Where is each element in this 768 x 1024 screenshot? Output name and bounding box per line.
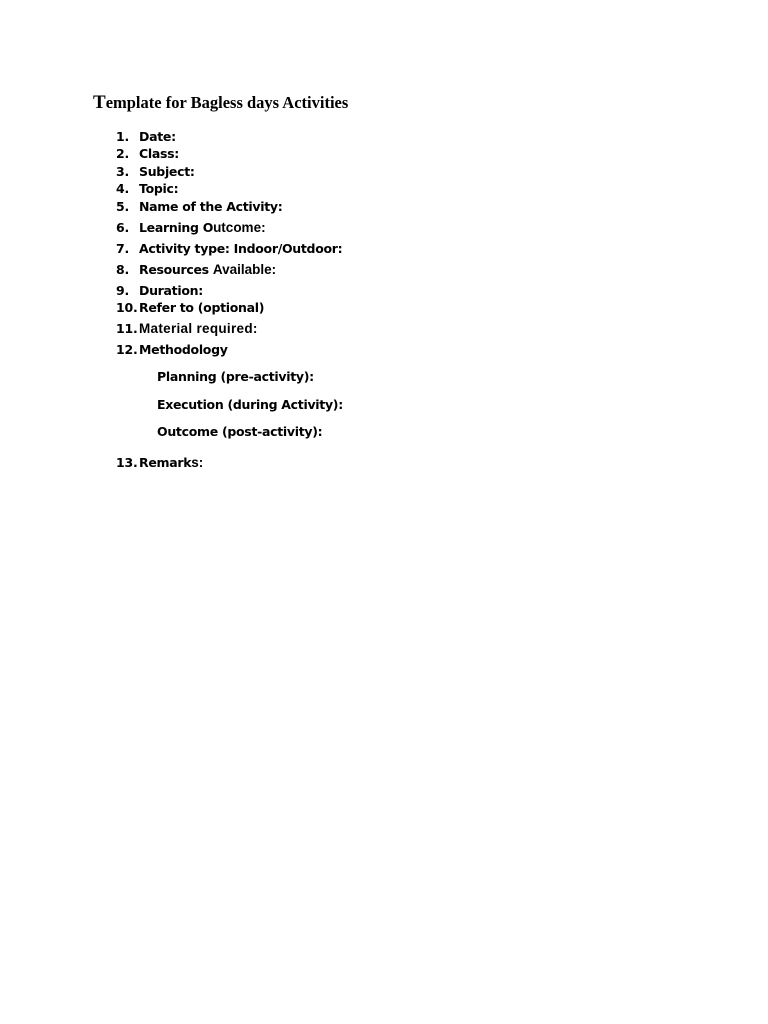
- list-number: 11.: [116, 321, 138, 336]
- list-label: [139, 321, 258, 336]
- label-text: Remark: [139, 455, 192, 470]
- list-number: 3.: [116, 164, 130, 179]
- list-label: [139, 455, 203, 470]
- methodology-execution: Execution (during Activity):: [157, 397, 343, 412]
- label-text-alt: Material required:: [139, 321, 258, 336]
- label-text: Class:: [139, 146, 179, 161]
- list-number: 8.: [116, 262, 130, 277]
- label-text-alt: Available:: [212, 262, 277, 277]
- list-number: 4.: [116, 181, 130, 196]
- list-label: [139, 283, 203, 298]
- list-label: [139, 181, 178, 196]
- document-title: [93, 92, 348, 114]
- label-text: Activity type: Indoor/Outdoor:: [139, 241, 343, 256]
- list-label: [139, 241, 342, 256]
- list-label: [139, 199, 282, 214]
- title-rest: emplate for Bagless days Activities: [105, 93, 349, 112]
- label-text: Name of the Activity:: [139, 199, 283, 214]
- list-label: [139, 342, 228, 357]
- label-text: Subject:: [139, 164, 195, 179]
- label-text: Resources: [139, 262, 213, 277]
- methodology-planning: Planning (pre-activity):: [157, 369, 314, 384]
- list-number: 9.: [116, 283, 130, 298]
- list-label: [139, 146, 179, 161]
- label-text: Duration:: [139, 283, 203, 298]
- label-text: Date:: [139, 129, 176, 144]
- list-number: 2.: [116, 146, 130, 161]
- list-label: [139, 300, 264, 315]
- list-number: 5.: [116, 199, 130, 214]
- label-text: Refer to (optional): [139, 300, 265, 315]
- label-text: Topic:: [139, 181, 179, 196]
- list-label: [139, 262, 276, 277]
- list-number: 7.: [116, 241, 130, 256]
- title-first-letter: T: [93, 92, 106, 113]
- label-text: Learning O: [139, 220, 214, 235]
- list-number: 12.: [116, 342, 138, 357]
- list-number: 6.: [116, 220, 130, 235]
- list-number: 13.: [116, 455, 138, 470]
- label-text-alt: s:: [191, 455, 204, 470]
- list-label: [139, 129, 176, 144]
- list-label: [139, 220, 266, 235]
- list-number: 10.: [116, 300, 138, 315]
- list-number: 1.: [116, 129, 130, 144]
- methodology-outcome: Outcome (post-activity):: [157, 424, 323, 439]
- label-text-alt: utcome:: [213, 220, 266, 235]
- list-label: [139, 164, 195, 179]
- label-text: Methodology: [139, 342, 228, 357]
